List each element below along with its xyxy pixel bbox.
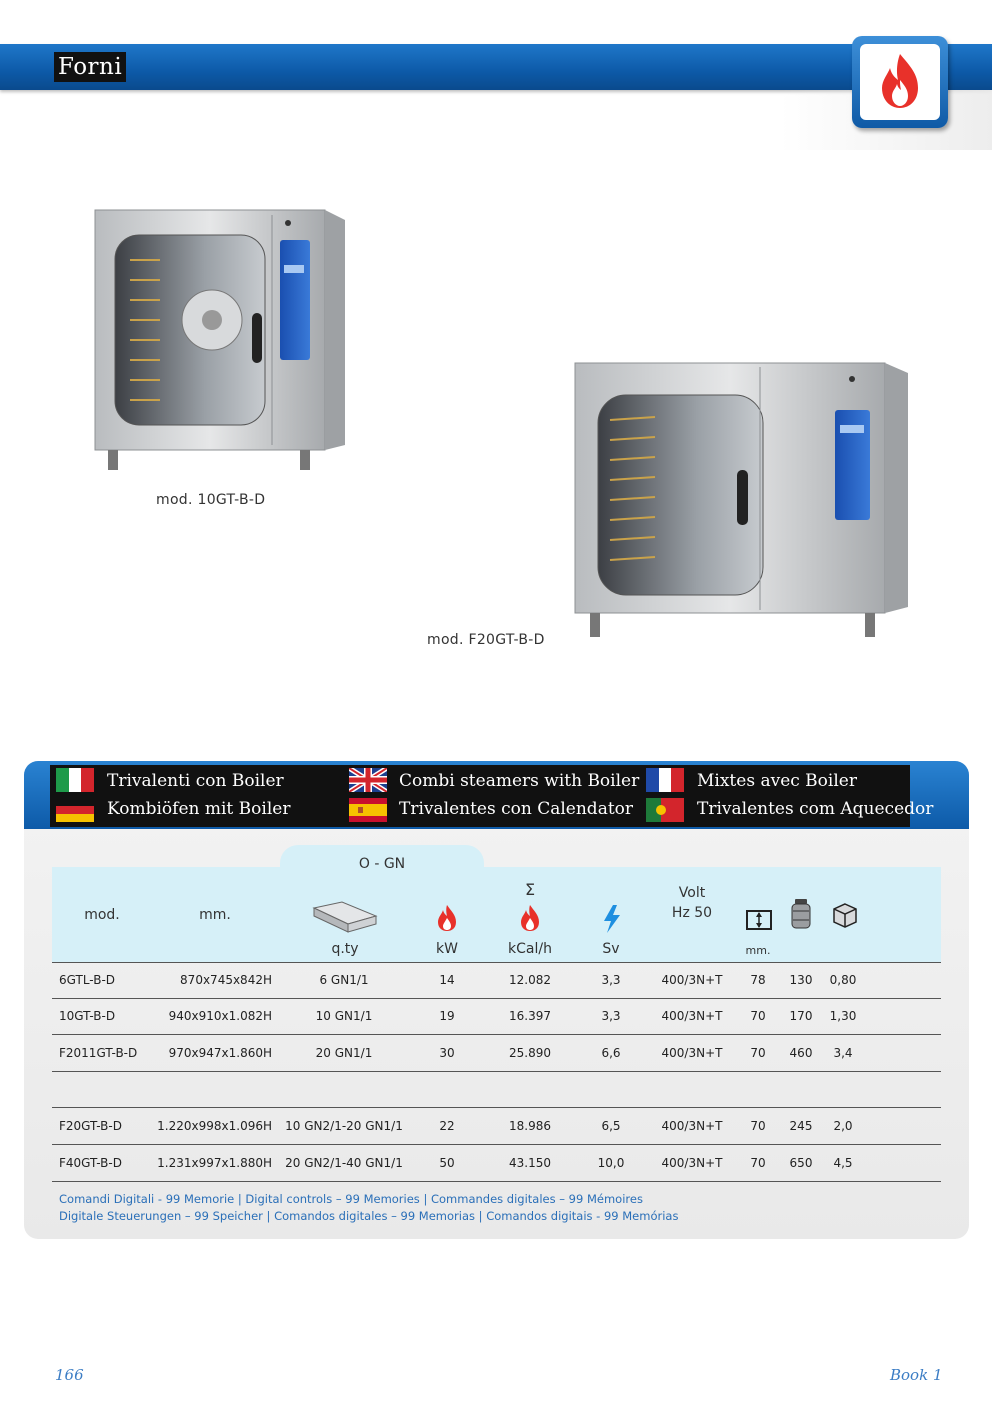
header-mm: mm. [199,907,231,923]
germany-flag [56,798,94,822]
flame-kcal-icon [519,904,541,932]
oven-10gt-image [90,205,350,485]
cell-qty: 20 GN1/1 [315,1046,373,1060]
gn-tab-label: O - GN [358,856,406,872]
title-english: Combi steamers with Boiler [399,771,640,791]
title-spanish: Trivalentes con Calendator [399,799,634,819]
title-german: Kombiöfen mit Boiler [107,799,291,819]
cell-mod: F2011GT-B-D [59,1046,138,1060]
header-qty: q.ty [331,941,359,957]
cell-kw: 19 [439,1009,455,1023]
cell-volt: 400/3N+T [661,973,723,987]
header-kcal: kCal/h [508,941,552,957]
title-portuguese: Trivalentes com Aquecedor [697,799,934,819]
note-line-1: Comandi Digitali - 99 Memorie | Digital controls – 99 Memories | Commandes digitales – 99 Mémoires [59,1192,643,1206]
oven-f20gt-image [570,355,915,645]
title-italian: Trivalenti con Boiler [107,771,284,791]
cell-weight: 650 [789,1156,813,1170]
row-divider [52,1144,941,1145]
lightning-icon [601,904,623,934]
header-badge [852,36,948,128]
cell-volume: 3,4 [833,1046,853,1060]
cell-mod: F20GT-B-D [59,1119,122,1133]
dimension-icon [745,908,773,932]
cell-dim: 78 [750,973,766,987]
cell-kcal: 25.890 [509,1046,551,1060]
cell-volt: 400/3N+T [661,1046,723,1060]
row-divider [52,1071,941,1072]
cell-mod: 6GTL-B-D [59,973,116,987]
cell-kw: 22 [439,1119,455,1133]
header-kw: kW [436,941,458,957]
cell-mm: 970x947x1.860H [168,1046,272,1060]
weight-icon [790,898,812,930]
cell-dim: 70 [750,1046,766,1060]
uk-flag [349,768,387,792]
cell-weight: 130 [789,973,813,987]
italy-flag [56,768,94,792]
cell-mod: F40GT-B-D [59,1156,122,1170]
cell-sv: 3,3 [601,973,621,987]
cell-qty: 10 GN1/1 [315,1009,373,1023]
cell-volume: 1,30 [829,1009,857,1023]
cell-kw: 30 [439,1046,455,1060]
cell-kw: 14 [439,973,455,987]
cell-kcal: 18.986 [509,1119,551,1133]
cell-kcal: 43.150 [509,1156,551,1170]
product-caption-f20gt: mod. F20GT-B-D [427,632,545,648]
flame-icon [860,44,940,120]
row-divider [52,1107,941,1108]
cell-kcal: 12.082 [509,973,551,987]
cell-qty: 20 GN2/1-40 GN1/1 [285,1156,403,1170]
cell-dim: 70 [750,1156,766,1170]
gn-tray-icon [312,900,378,934]
header-sigma: Σ [524,880,536,899]
cell-volt: 400/3N+T [661,1119,723,1133]
cell-sv: 6,6 [601,1046,621,1060]
page-number: 166 [55,1366,84,1384]
header-hz: Hz 50 [671,905,713,921]
cell-qty: 6 GN1/1 [319,973,369,987]
cell-sv: 6,5 [601,1119,621,1133]
page-title: Forni [54,52,126,82]
cell-mm: 1.220x998x1.096H [157,1119,272,1133]
header-mod: mod. [84,907,120,923]
cell-mm: 870x745x842H [180,973,272,987]
flame-kw-icon [436,904,458,932]
cell-volume: 0,80 [829,973,857,987]
cell-weight: 170 [789,1009,813,1023]
row-divider [52,1034,941,1035]
cell-dim: 70 [750,1119,766,1133]
cell-weight: 460 [789,1046,813,1060]
cell-volume: 4,5 [833,1156,853,1170]
portugal-flag [646,798,684,822]
cell-sv: 3,3 [601,1009,621,1023]
header-sv: Sv [602,941,620,957]
volume-cube-icon [832,902,858,928]
france-flag [646,768,684,792]
note-line-2: Digitale Steuerungen – 99 Speicher | Comandos digitales – 99 Memorias | Comandos digitais - 99 Memórias [59,1209,679,1223]
spain-flag [349,798,387,822]
row-divider [52,998,941,999]
row-divider [52,1181,941,1182]
title-french: Mixtes avec Boiler [697,771,857,791]
header-band [0,44,992,90]
cell-kw: 50 [439,1156,455,1170]
product-caption-10gt: mod. 10GT-B-D [156,492,266,508]
book-label: Book 1 [890,1366,943,1384]
cell-kcal: 16.397 [509,1009,551,1023]
row-divider [52,962,941,963]
cell-mm: 1.231x997x1.880H [157,1156,272,1170]
cell-volt: 400/3N+T [661,1156,723,1170]
header-volt: Volt [678,885,706,901]
header-dim-mm: mm. [745,944,771,957]
cell-weight: 245 [789,1119,813,1133]
cell-volume: 2,0 [833,1119,853,1133]
cell-volt: 400/3N+T [661,1009,723,1023]
cell-qty: 10 GN2/1-20 GN1/1 [285,1119,403,1133]
cell-mod: 10GT-B-D [59,1009,116,1023]
cell-dim: 70 [750,1009,766,1023]
cell-sv: 10,0 [597,1156,625,1170]
cell-mm: 940x910x1.082H [168,1009,272,1023]
